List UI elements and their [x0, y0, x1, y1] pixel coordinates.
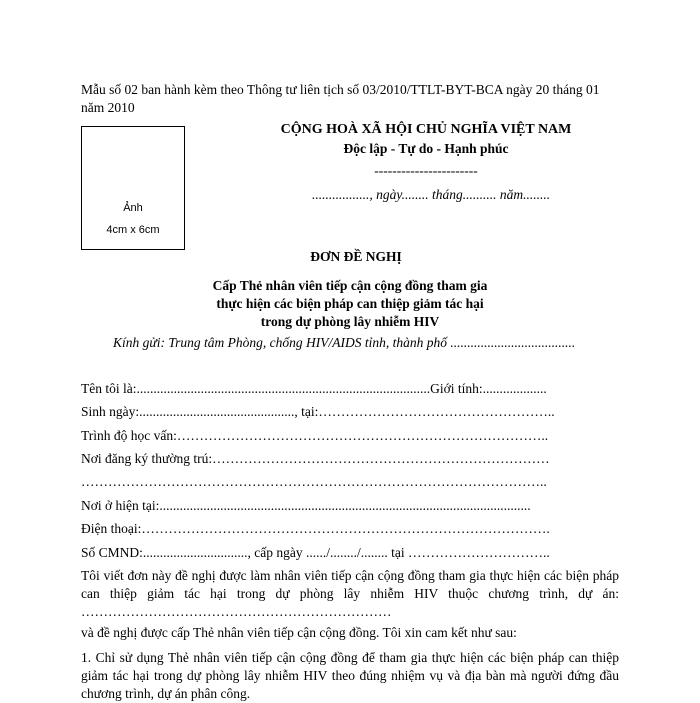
- photo-box: [81, 126, 185, 250]
- field-phone: Điện thoại:……………………………………………………………………………….: [81, 521, 550, 536]
- form-title: ĐƠN ĐỀ NGHỊ: [310, 249, 402, 264]
- date-line: ................., ngày........ tháng.......... năm........: [312, 187, 551, 202]
- national-title: CỘNG HOÀ XÃ HỘI CHỦ NGHĨA VIỆT NAM: [280, 122, 572, 137]
- recipient-line: Kính gửi: Trung tâm Phòng, chống HIV/AIDS tỉnh, thành phố .....................................: [113, 335, 576, 350]
- commitment-item-1: 1. Chỉ sử dụng Thẻ nhân viên tiếp cận cộng đồng để tham gia thực hiện các biện pháp can thiệp giảm tác hại trong dự phòng lây nhiễm HIV theo đúng nhiệm vụ và địa bàn mà người đứng đầu chương trình, dự án phân công.: [81, 650, 619, 701]
- field-dob: Sinh ngày:.............................................., tại:……………………………………………..: [81, 404, 555, 419]
- field-name: Tên tôi là:.......................................................................................Giới tính:...................: [81, 381, 547, 396]
- field-education: Trình độ học vấn:………………………………………………………………………..: [81, 428, 549, 443]
- form-subtitle-1: Cấp Thẻ nhân viên tiếp cận cộng đồng tham gia: [212, 278, 488, 293]
- photo-size: 4cm x 6cm: [106, 224, 160, 236]
- form-subtitle-2: thực hiện các biện pháp can thiệp giảm tác hại: [216, 296, 484, 311]
- field-current-address: Nơi ở hiện tại:..............................................................................................................: [81, 498, 531, 513]
- motto-rule: -----------------------: [374, 163, 478, 178]
- photo-label: Ảnh: [123, 202, 143, 214]
- commitment-intro: và đề nghị được cấp Thẻ nhân viên tiếp cận cộng đồng. Tôi xin cam kết như sau:: [81, 625, 517, 640]
- field-permanent-address-cont: …………………………………………………………………………………………..: [81, 474, 547, 489]
- field-id-card: Số CMND:..............................., cấp ngày ....../......../........ tại …………………………..: [81, 545, 550, 560]
- field-permanent-address: Nơi đăng ký thường trú:…………………………………………………………………: [81, 451, 550, 466]
- form-reference-line1: Mẫu số 02 ban hành kèm theo Thông tư liên tịch số 03/2010/TTLT-BYT-BCA ngày 20 tháng 01: [81, 82, 600, 97]
- national-motto: Độc lập - Tự do - Hạnh phúc: [343, 141, 509, 156]
- form-subtitle-3: trong dự phòng lây nhiễm HIV: [260, 314, 440, 329]
- form-reference-line2: năm 2010: [81, 100, 135, 115]
- request-paragraph: Tôi viết đơn này đề nghị được làm nhân viên tiếp cận cộng đồng tham gia thực hiện các biện pháp can thiệp giảm tác hại trong dự phòng lây nhiễm HIV thuộc chương trình, dự án: ……………………………………………………………: [81, 568, 619, 619]
